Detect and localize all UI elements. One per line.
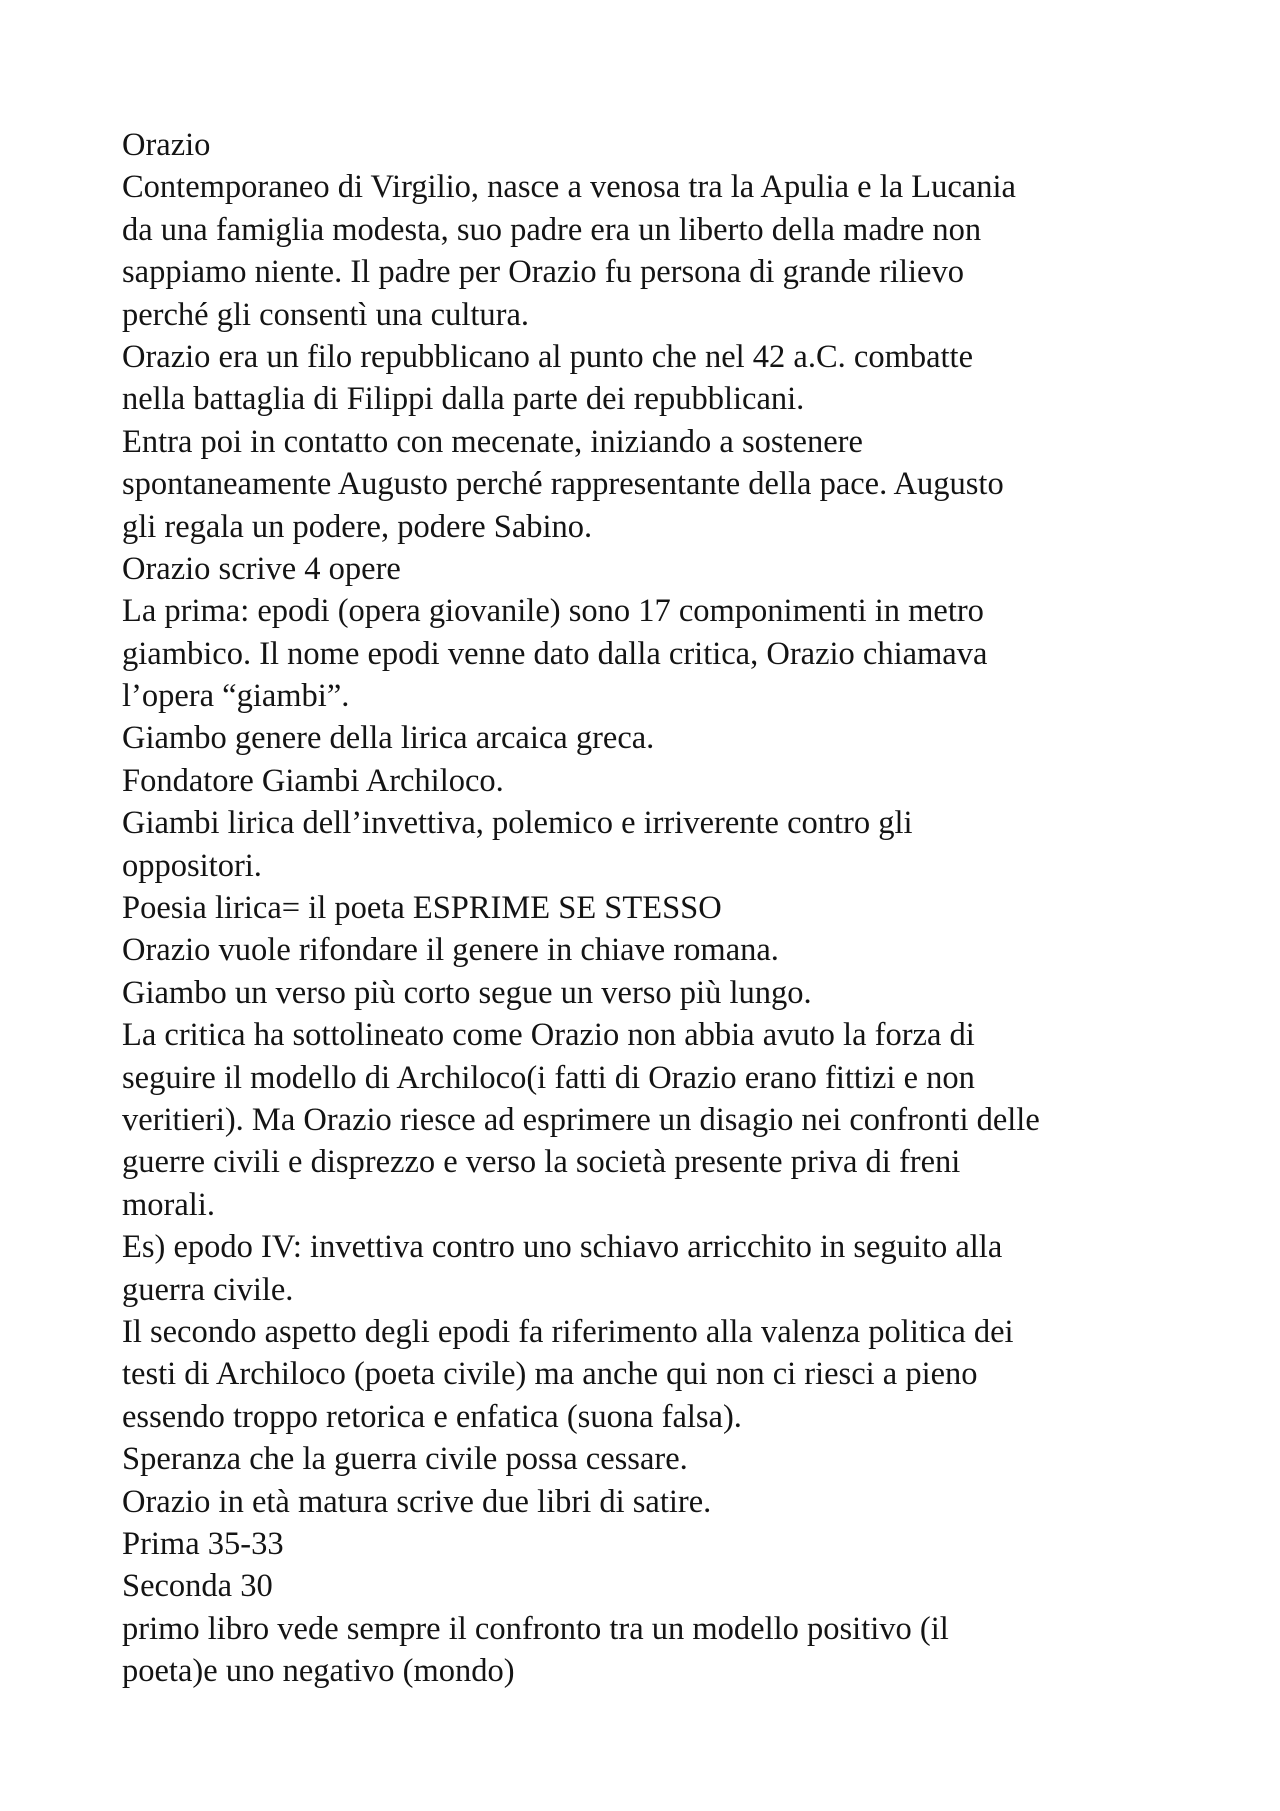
title-line: Orazio [122, 127, 211, 163]
text-line: Es) epodo IV: invettiva contro uno schiavo arricchito in seguito alla [122, 1229, 1003, 1266]
text-line: spontaneamente Augusto perché rappresentante della pace. Augusto [122, 466, 1004, 503]
text-line: oppositori. [122, 847, 262, 884]
text-line: veritieri). Ma Orazio riesce ad esprimere un disagio nei confronti delle [122, 1101, 1040, 1138]
text-line: Orazio in età matura scrive due libri di satire. [122, 1483, 712, 1520]
text-line: Giambi lirica dell’invettiva, polemico e irriverente contro gli [122, 805, 913, 842]
text-line: sappiamo niente. Il padre per Orazio fu persona di grande rilievo [122, 254, 964, 291]
text-line: perché gli consentì una cultura. [122, 296, 529, 333]
text-line: Seconda 30 [122, 1568, 273, 1605]
text-line: Poesia lirica= il poeta ESPRIME SE STESSO [122, 890, 722, 927]
text-line: da una famiglia modesta, suo padre era un liberto della madre non [122, 211, 982, 248]
text-line: Prima 35-33 [122, 1525, 284, 1562]
text-line: gli regala un podere, podere Sabino. [122, 508, 593, 545]
text-line: l’opera “giambi”. [122, 678, 350, 715]
text-line: testi di Archiloco (poeta civile) ma anche qui non ci riesci a pieno [122, 1356, 978, 1393]
text-line: nella battaglia di Filippi dalla parte dei repubblicani. [122, 381, 805, 418]
text-line: guerra civile. [122, 1271, 294, 1308]
text-line: Entra poi in contatto con mecenate, iniziando a sostenere [122, 423, 863, 460]
text-line: Contemporaneo di Virgilio, nasce a venosa tra la Apulia e la Lucania [122, 169, 1016, 206]
text-line: Giambo un verso più corto segue un verso più lungo. [122, 974, 812, 1011]
text-line: Fondatore Giambi Archiloco. [122, 762, 504, 799]
text-line: seguire il modello di Archiloco(i fatti di Orazio erano fittizi e non [122, 1059, 975, 1096]
text-line: Giambo genere della lirica arcaica greca. [122, 720, 655, 757]
text-line: poeta)e uno negativo (mondo) [122, 1653, 515, 1690]
text-line: primo libro vede sempre il confronto tra un modello positivo (il [122, 1610, 949, 1647]
text-line: Orazio vuole rifondare il genere in chiave romana. [122, 932, 779, 969]
text-line: La critica ha sottolineato come Orazio non abbia avuto la forza di [122, 1017, 975, 1054]
text-line: essendo troppo retorica e enfatica (suona falsa). [122, 1398, 742, 1435]
document-body [122, 124, 1182, 1692]
text-line: Il secondo aspetto degli epodi fa riferimento alla valenza politica dei [122, 1313, 1014, 1350]
text-line: Orazio era un filo repubblicano al punto che nel 42 a.C. combatte [122, 338, 974, 375]
text-line: guerre civili e disprezzo e verso la società presente priva di freni [122, 1144, 961, 1181]
text-line: Orazio scrive 4 opere [122, 550, 401, 587]
text-line: giambico. Il nome epodi venne dato dalla critica, Orazio chiamava [122, 635, 988, 672]
text-line: La prima: epodi (opera giovanile) sono 17 componimenti in metro [122, 593, 984, 630]
text-line: Speranza che la guerra civile possa cessare. [122, 1441, 688, 1478]
text-line: morali. [122, 1186, 215, 1223]
